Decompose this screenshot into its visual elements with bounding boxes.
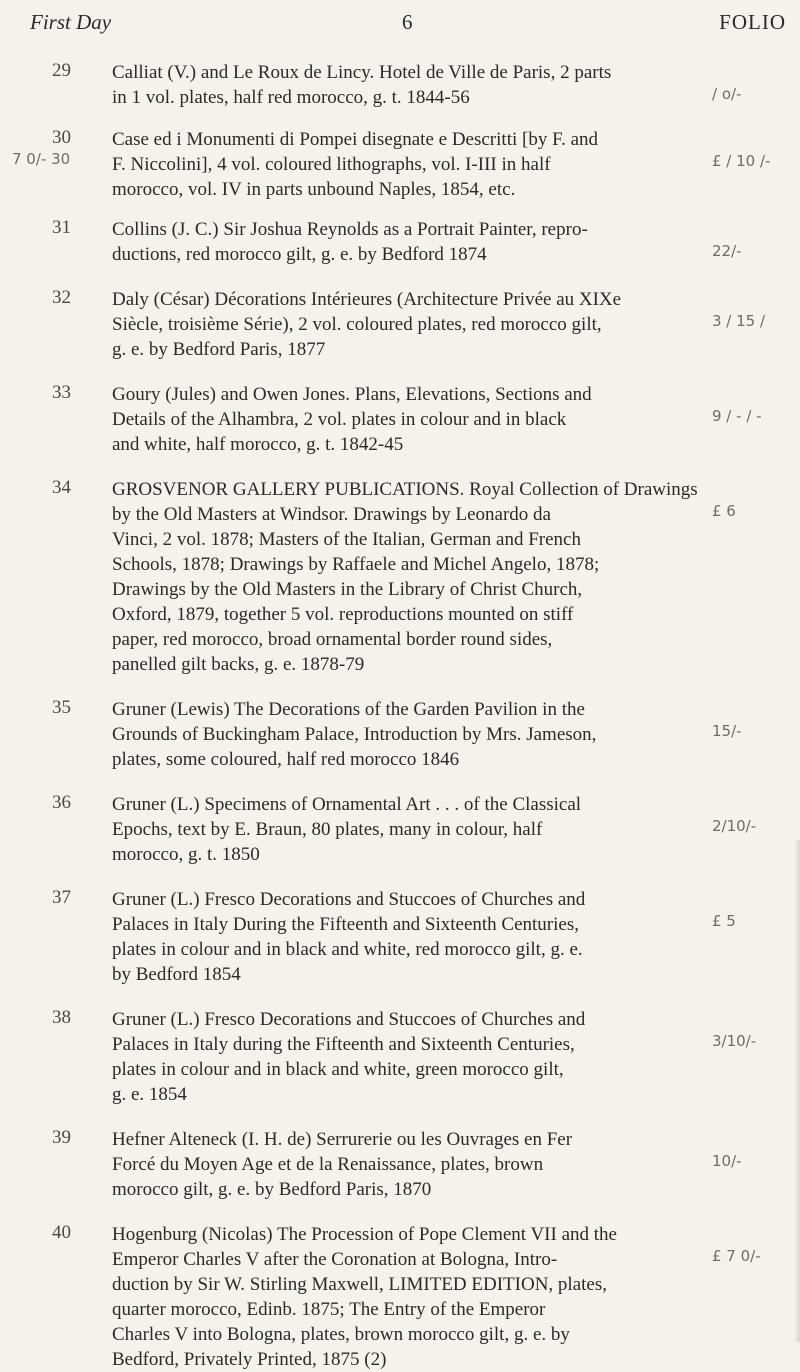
description-line: Vinci, 2 vol. 1878; Masters of the Italian, German and French: [112, 529, 581, 550]
description-line: Gruner (Lewis) The Decorations of the Garden Pavilion in the: [112, 699, 585, 720]
description-line: morocco gilt, g. e. by Bedford Paris, 1870: [112, 1179, 432, 1200]
description-line: Schools, 1878; Drawings by Raffaele and Michel Angelo, 1878;: [112, 554, 600, 575]
description-line: Details of the Alhambra, 2 vol. plates in colour and in black: [112, 409, 567, 430]
lot-number: 32: [52, 287, 71, 308]
handwritten-price-note: £ 5: [712, 912, 736, 930]
description-line: Siècle, troisième Série), 2 vol. coloured plates, red morocco gilt,: [112, 314, 602, 335]
description-line: plates in colour and in black and white, green morocco gilt,: [112, 1059, 564, 1080]
lot-number: 31: [52, 217, 71, 238]
description-line: quarter morocco, Edinb. 1875; The Entry of the Emperor: [112, 1299, 546, 1320]
description-line: Hogenburg (Nicolas) The Procession of Pope Clement VII and the: [112, 1224, 617, 1245]
description-line: plates in colour and in black and white, red morocco gilt, g. e.: [112, 939, 583, 960]
page-header: [30, 10, 786, 40]
format-label: FOLIO: [719, 10, 786, 34]
description-line: Gruner (L.) Specimens of Ornamental Art . . . of the Classical: [112, 794, 582, 815]
description-line: in 1 vol. plates, half red morocco, g. t. 1844-56: [112, 87, 470, 108]
handwritten-price-note: 2/10/-: [712, 817, 757, 835]
lot-number: 40: [52, 1222, 71, 1243]
lot-number: 39: [52, 1127, 71, 1148]
description-line: Gruner (L.) Fresco Decorations and Stuccoes of Churches and: [112, 1009, 586, 1030]
lot-description: [112, 887, 702, 987]
description-line: paper, red morocco, broad ornamental border round sides,: [112, 629, 553, 650]
lot-number: 37: [52, 887, 71, 908]
lot-description: [112, 60, 702, 110]
handwritten-price-note: / o/-: [712, 85, 742, 103]
lot-number: 34: [52, 477, 71, 498]
description-line: F. Niccolini], 4 vol. coloured lithographs, vol. I-III in half: [112, 154, 551, 175]
lot-number: 38: [52, 1007, 71, 1028]
description-line: plates, some coloured, half red morocco 1846: [112, 749, 460, 770]
description-line: ductions, red morocco gilt, g. e. by Bedford 1874: [112, 244, 487, 265]
lot-description: [112, 477, 702, 677]
lot-number: 29: [52, 60, 71, 81]
description-line: by the Old Masters at Windsor. Drawings by Leonardo da: [112, 504, 551, 525]
handwritten-price-note: 22/-: [712, 242, 742, 260]
description-line: Grounds of Buckingham Palace, Introduction by Mrs. Jameson,: [112, 724, 597, 745]
description-line: Bedford, Privately Printed, 1875 (2): [112, 1349, 387, 1370]
lot-description: [112, 1007, 702, 1107]
description-line: Palaces in Italy during the Fifteenth and Sixteenth Centuries,: [112, 1034, 575, 1055]
description-line: by Bedford 1854: [112, 964, 241, 985]
description-line: Collins (J. C.) Sir Joshua Reynolds as a Portrait Painter, repro-: [112, 219, 588, 240]
handwritten-price-note: £ 7 0/-: [712, 1247, 761, 1265]
handwritten-price-note: £ 6: [712, 502, 736, 520]
lot-number: 30: [52, 127, 71, 148]
lot-description: [112, 382, 702, 457]
lot-description: [112, 697, 702, 772]
description-line: Drawings by the Old Masters in the Library of Christ Church,: [112, 579, 583, 600]
description-line: Charles V into Bologna, plates, brown morocco gilt, g. e. by: [112, 1324, 570, 1345]
description-line: Hefner Alteneck (I. H. de) Serrurerie ou les Ouvrages en Fer: [112, 1129, 573, 1150]
description-line: Gruner (L.) Fresco Decorations and Stuccoes of Churches and: [112, 889, 586, 910]
margin-price-note: 7 0/- 30: [12, 150, 71, 168]
description-line: Goury (Jules) and Owen Jones. Plans, Elevations, Sections and: [112, 384, 592, 405]
description-line: Oxford, 1879, together 5 vol. reproductions mounted on stiff: [112, 604, 574, 625]
description-line: Calliat (V.) and Le Roux de Lincy. Hotel de Ville de Paris, 2 parts: [112, 62, 612, 83]
lot-number: 33: [52, 382, 71, 403]
lot-description: [112, 1127, 702, 1202]
description-line: Palaces in Italy During the Fifteenth and Sixteenth Centuries,: [112, 914, 579, 935]
description-line: GROSVENOR GALLERY PUBLICATIONS. Royal Collection of Drawings: [112, 479, 698, 500]
handwritten-price-note: £ / 10 /-: [712, 152, 771, 170]
page-edge-shadow: [794, 840, 800, 1342]
lot-number: 36: [52, 792, 71, 813]
description-line: and white, half morocco, g. t. 1842-45: [112, 434, 404, 455]
handwritten-price-note: 15/-: [712, 722, 742, 740]
handwritten-price-note: 10/-: [712, 1152, 742, 1170]
description-line: Epochs, text by E. Braun, 80 plates, many in colour, half: [112, 819, 543, 840]
lot-description: [112, 217, 702, 267]
lot-description: [112, 1222, 702, 1372]
page-number: 6: [402, 10, 413, 34]
description-line: Forcé du Moyen Age et de la Renaissance, plates, brown: [112, 1154, 544, 1175]
handwritten-price-note: 3 / 15 /: [712, 312, 766, 330]
description-line: g. e. by Bedford Paris, 1877: [112, 339, 326, 360]
lot-number: 35: [52, 697, 71, 718]
description-line: morocco, g. t. 1850: [112, 844, 260, 865]
running-title: First Day: [30, 10, 112, 34]
description-line: morocco, vol. IV in parts unbound Naples, 1854, etc.: [112, 179, 516, 200]
description-line: Daly (César) Décorations Intérieures (Architecture Privée au XIXe: [112, 289, 622, 310]
handwritten-price-note: 9 / - / -: [712, 407, 762, 425]
description-line: panelled gilt backs, g. e. 1878-79: [112, 654, 365, 675]
description-line: Case ed i Monumenti di Pompei disegnate e Descritti [by F. and: [112, 129, 599, 150]
lot-description: [112, 287, 702, 362]
lot-description: [112, 127, 702, 202]
description-line: duction by Sir W. Stirling Maxwell, LIMITED EDITION, plates,: [112, 1274, 607, 1295]
lot-description: [112, 792, 702, 867]
handwritten-price-note: 3/10/-: [712, 1032, 757, 1050]
description-line: Emperor Charles V after the Coronation at Bologna, Intro-: [112, 1249, 558, 1270]
description-line: g. e. 1854: [112, 1084, 187, 1105]
